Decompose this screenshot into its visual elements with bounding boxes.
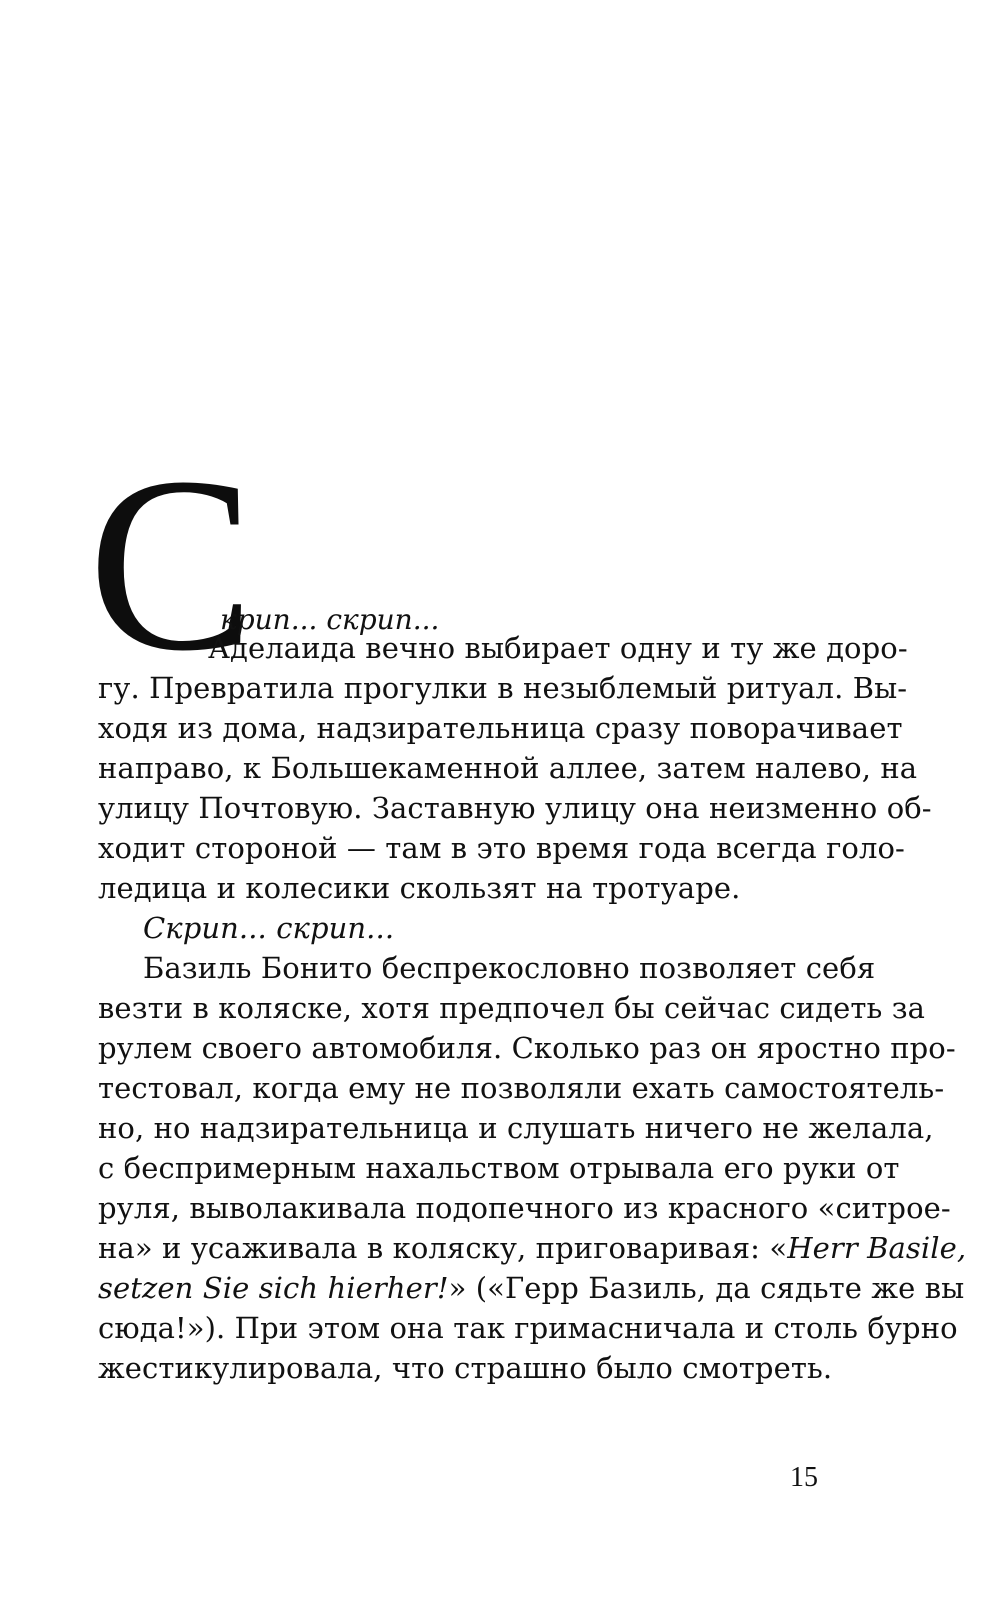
para2-line-9 — [98, 1270, 965, 1306]
line-9-regular: » («Герр Базиль, да сядьте же вы — [448, 1271, 965, 1305]
para2-line-4: тестовал, когда ему не позволяли ехать самостоятель- — [98, 1071, 945, 1105]
text-line-3: ходя из дома, надзирательница сразу поворачивает — [98, 711, 903, 745]
page-number: 15 — [790, 1462, 818, 1493]
para2-line-5: но, но надзирательница и слушать ничего не желала, — [98, 1111, 934, 1145]
text-line-4: направо, к Большекаменной аллее, затем налево, на — [98, 751, 918, 785]
line-8-regular: на» и усаживала в коляску, приговаривая: « — [98, 1231, 788, 1265]
para2-line-6: с беспримерным нахальством отрывала его руки от — [98, 1151, 900, 1185]
line-9-italic: setzen Sie sich hierher! — [98, 1271, 449, 1305]
para2-line-11: жестикулировала, что страшно было смотреть. — [98, 1351, 833, 1385]
para2-line-3: рулем своего автомобиля. Сколько раз он яростно про- — [98, 1031, 956, 1065]
para2-line-2: везти в коляске, хотя предпочел бы сейчас сидеть за — [98, 991, 926, 1025]
text-line-7: ледица и колесики скользят на тротуаре. — [98, 871, 741, 905]
para2-line-8 — [98, 1230, 967, 1266]
para2-line-10: сюда!»). При этом она так гримасничала и столь бурно — [98, 1311, 958, 1345]
text-line-1: Аделаида вечно выбирает одну и ту же доро- — [208, 631, 908, 665]
para2-line-1: Базиль Бонито беспрекословно позволяет себя — [143, 951, 876, 985]
text-line-2: гу. Превратила прогулки в незыблемый ритуал. Вы- — [98, 671, 908, 705]
text-line-5: улицу Почтовую. Заставную улицу она неизменно об- — [98, 791, 932, 825]
opening-italic-text: крип... скрип... — [220, 603, 440, 636]
line-8-italic: Herr Basile, — [787, 1231, 967, 1265]
italic-sound-line: Скрип... скрип... — [143, 911, 395, 945]
text-line-6: ходит стороной — там в это время года всегда голо- — [98, 831, 905, 865]
drop-cap-letter: С — [88, 426, 251, 703]
para2-line-7: руля, выволакивала подопечного из красного «ситрое- — [98, 1191, 951, 1225]
